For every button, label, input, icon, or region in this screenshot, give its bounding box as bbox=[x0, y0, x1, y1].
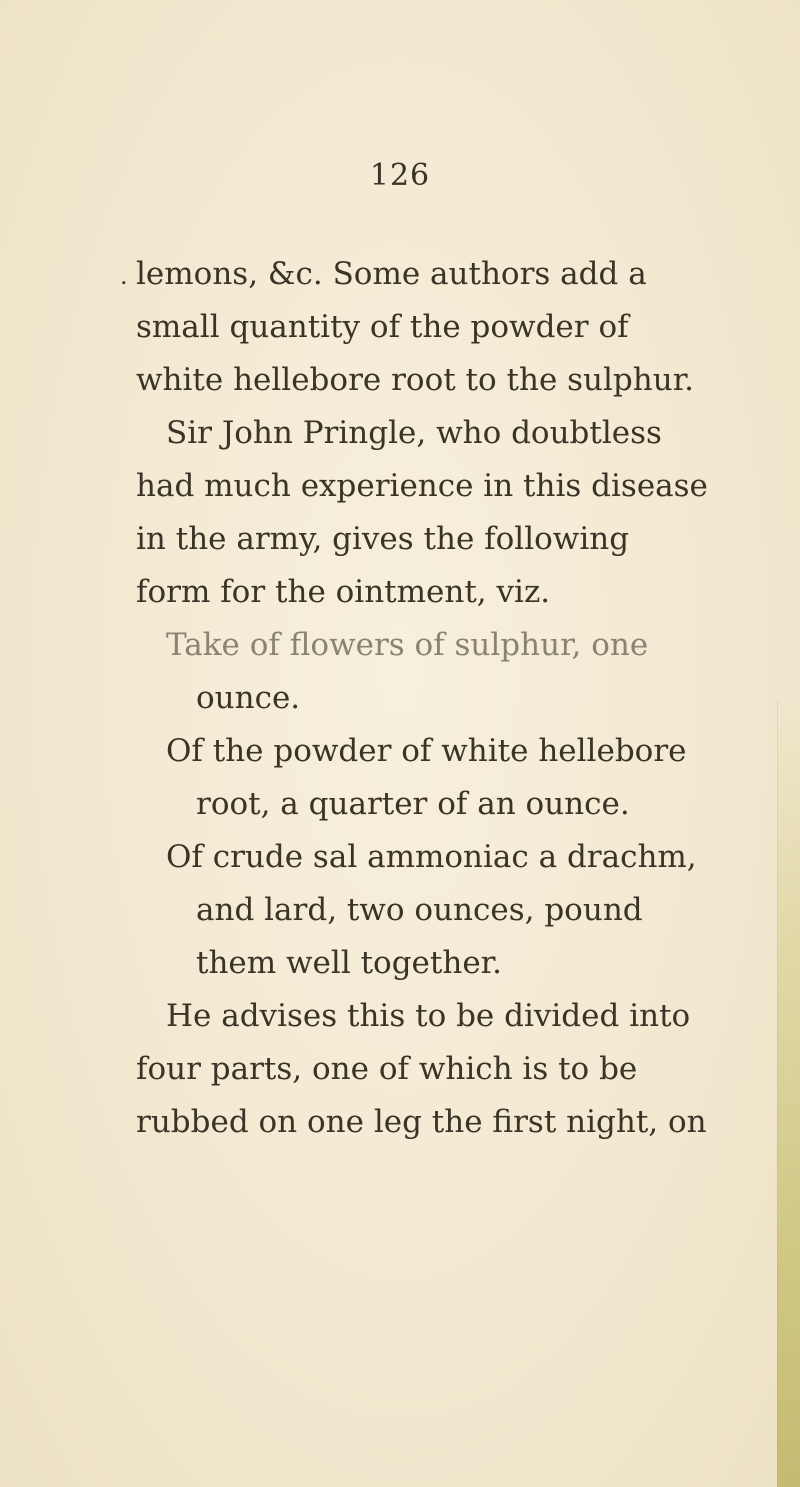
text-line-15: He advises this to be divided into bbox=[166, 998, 691, 1034]
page-edge-stain bbox=[777, 700, 800, 1487]
text-line-8: Take of flowers of sulphur, one bbox=[166, 627, 649, 663]
text-line-14: them well together. bbox=[196, 945, 502, 981]
margin-mark: . bbox=[120, 262, 128, 290]
text-line-10: Of the powder of white hellebore bbox=[166, 733, 687, 769]
text-line-9: ounce. bbox=[196, 680, 301, 716]
text-line-12: Of crude sal ammoniac a drachm, bbox=[166, 839, 697, 875]
text-line-11: root, a quarter of an ounce. bbox=[196, 786, 630, 822]
text-line-6: in the army, gives the following bbox=[136, 521, 630, 557]
text-line-1: lemons, &c. Some authors add a bbox=[136, 256, 647, 292]
text-line-16: four parts, one of which is to be bbox=[136, 1051, 638, 1087]
page-number: 126 bbox=[369, 158, 431, 193]
text-line-3: white hellebore root to the sulphur. bbox=[136, 362, 694, 398]
text-line-13: and lard, two ounces, pound bbox=[196, 892, 643, 928]
text-line-2: small quantity of the powder of bbox=[136, 309, 629, 345]
text-line-7: form for the ointment, viz. bbox=[136, 574, 551, 610]
text-line-5: had much experience in this disease bbox=[136, 468, 708, 504]
text-line-17: rubbed on one leg the first night, on bbox=[136, 1104, 707, 1140]
text-line-4: Sir John Pringle, who doubtless bbox=[166, 415, 662, 451]
